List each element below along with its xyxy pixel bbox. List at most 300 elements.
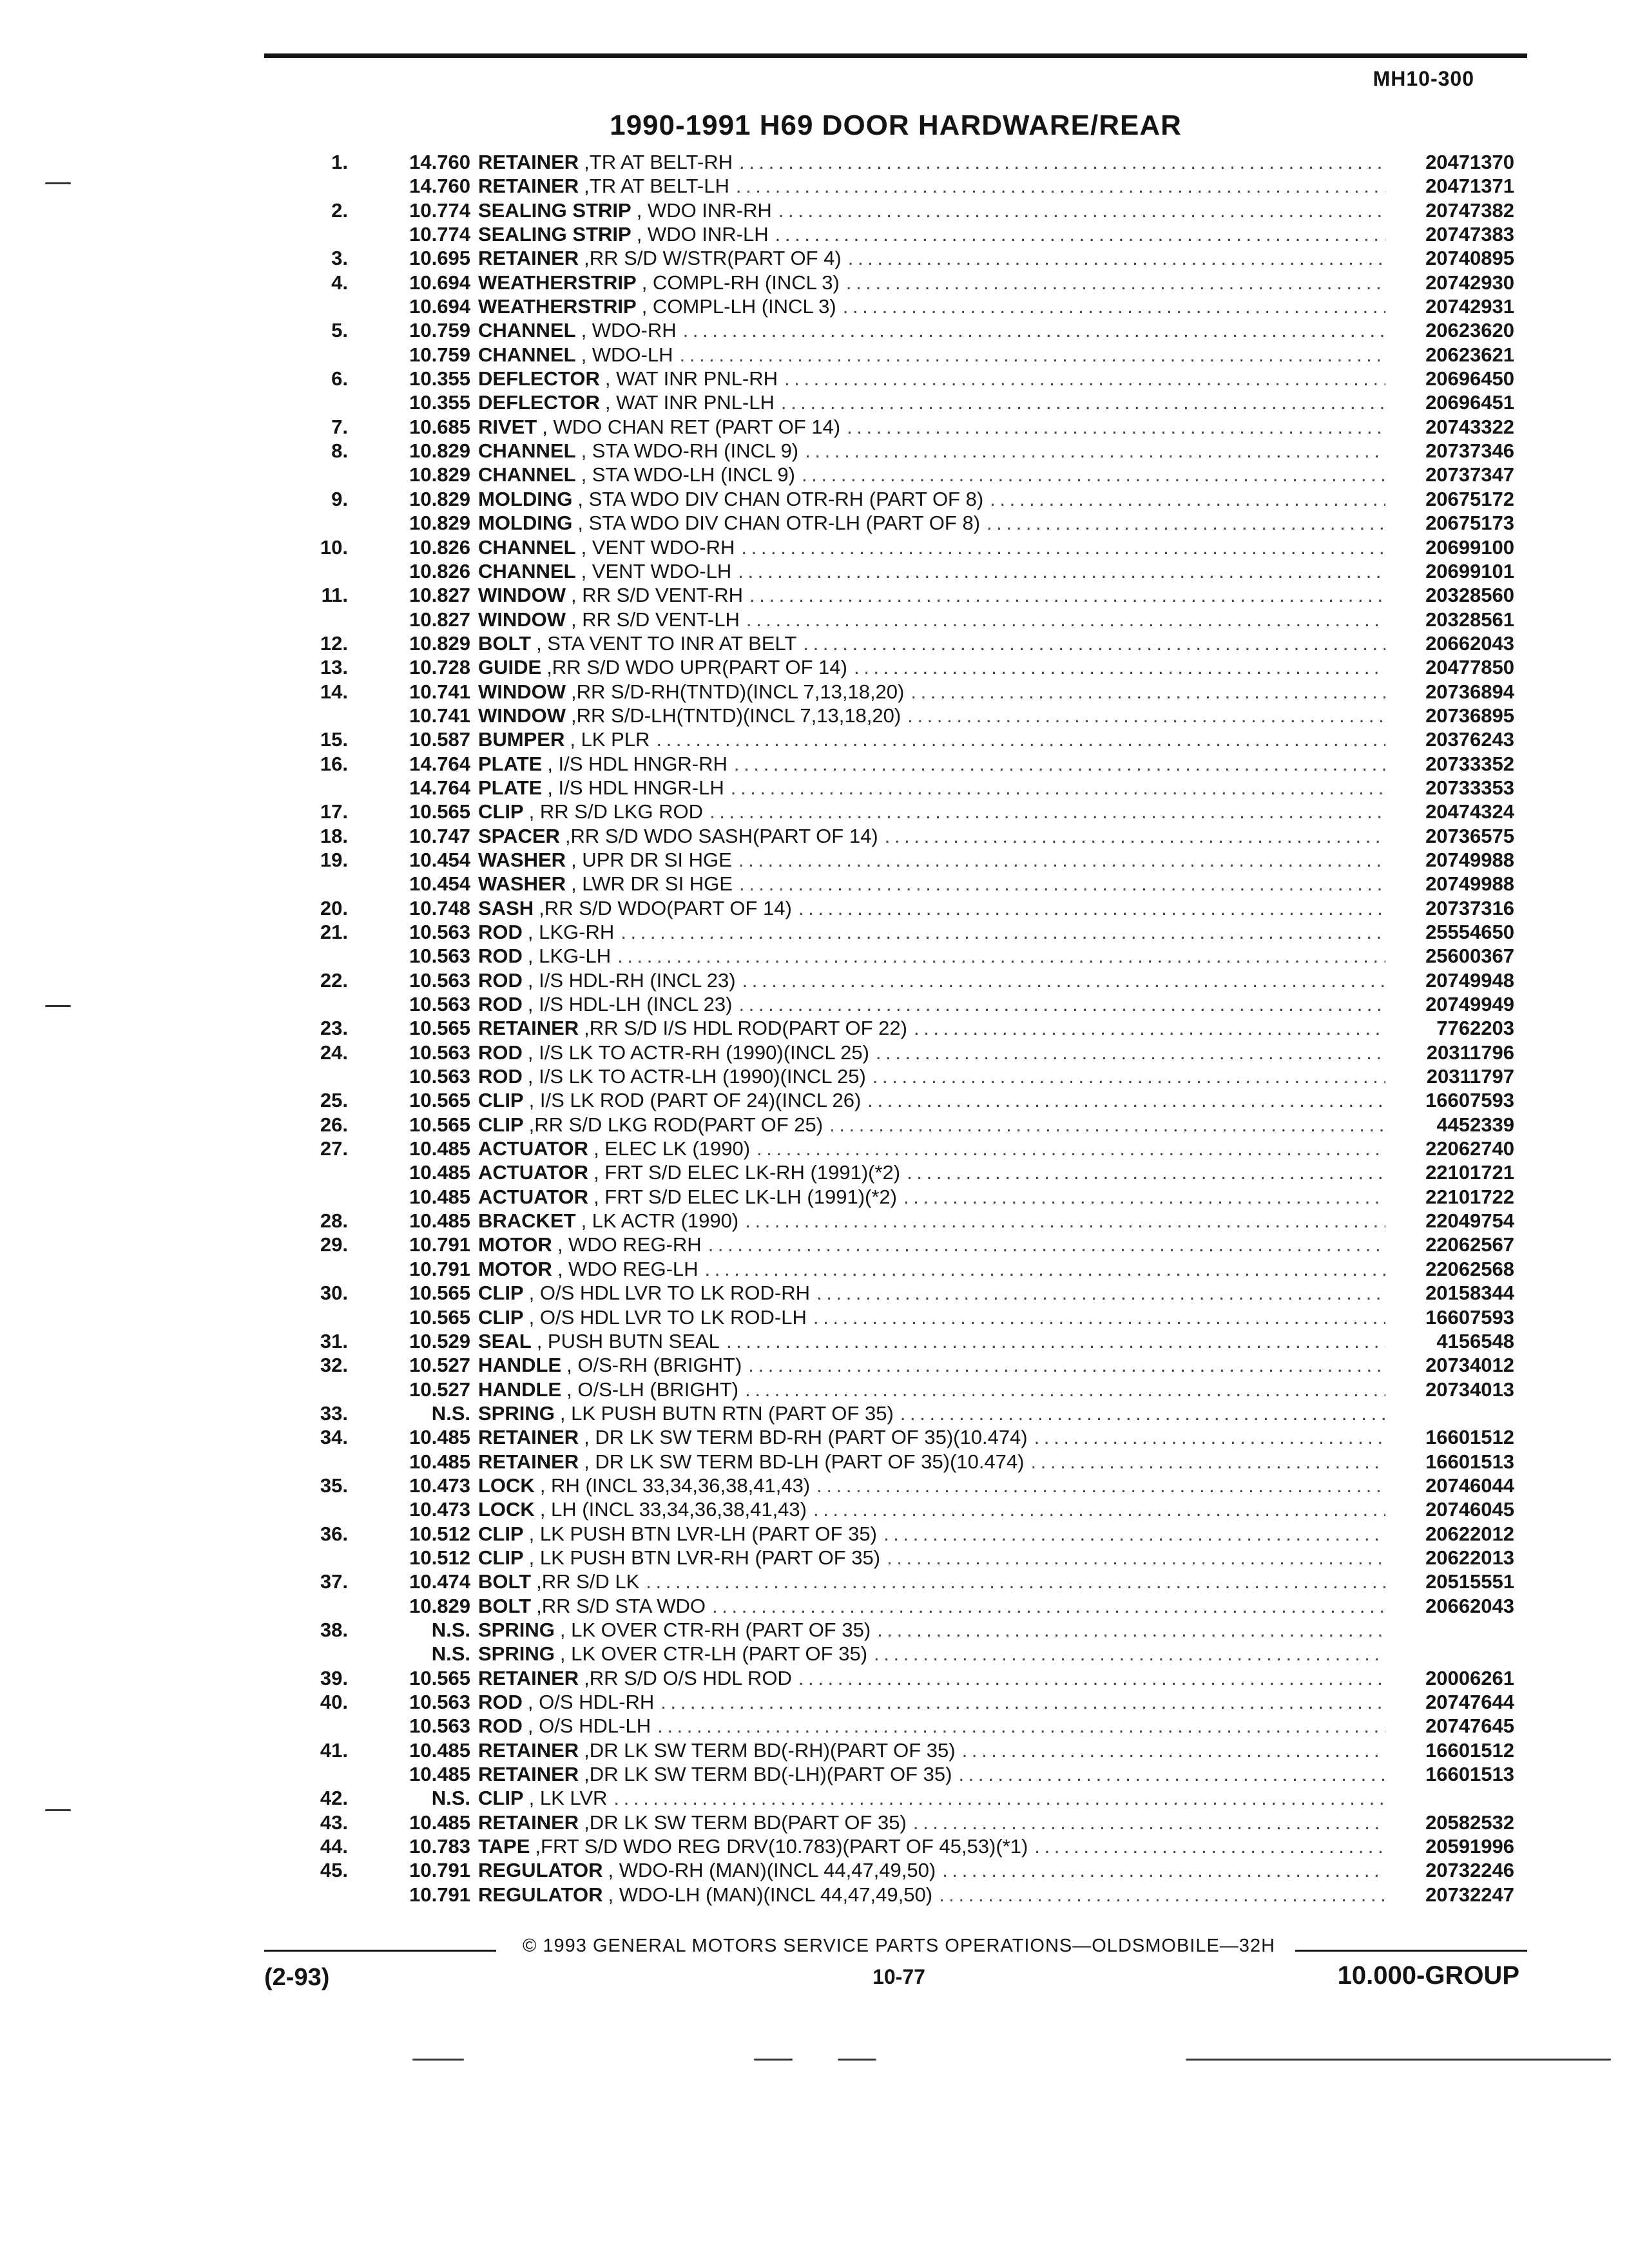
table-row [303, 1450, 1514, 1474]
group-number: 10.563 [409, 921, 470, 943]
part-description: , O/S HDL LVR TO LK ROD-RH [528, 1282, 811, 1305]
leader-dots [617, 944, 1385, 968]
part-description: ,DR LK SW TERM BD(PART OF 35) [584, 1811, 907, 1834]
table-row [303, 535, 1514, 559]
leader-dots [816, 1281, 1385, 1305]
table-row [303, 222, 1514, 246]
table-row [303, 1185, 1514, 1209]
part-name: ROD [478, 1691, 523, 1713]
part-number: 20742931 [1425, 295, 1514, 318]
item-number: 1. [331, 151, 348, 173]
page-number: 10-77 [872, 1965, 925, 1988]
leader-dots [874, 1642, 1385, 1666]
item-number: 38. [320, 1618, 348, 1641]
group-number: 10.827 [409, 608, 470, 631]
leader-dots [781, 390, 1385, 414]
part-description: , RR S/D LKG ROD [528, 800, 704, 823]
group-number: 10.791 [409, 1859, 470, 1882]
part-name: RETAINER [478, 1811, 579, 1834]
part-number: 16601513 [1425, 1450, 1514, 1473]
part-description: ,RR S/D O/S HDL ROD [584, 1666, 792, 1689]
part-number: 20733352 [1425, 752, 1514, 775]
group-number: 10.759 [409, 343, 470, 366]
part-description: ,RR S/D-RH(TNTD)(INCL 7,13,18,20) [571, 680, 905, 703]
margin-mark [45, 1809, 71, 1811]
leader-dots [775, 222, 1385, 246]
table-row [303, 1690, 1514, 1714]
leader-dots [738, 992, 1385, 1016]
margin-mark [45, 182, 71, 184]
part-description: , LH (INCL 33,34,36,38,41,43) [539, 1498, 807, 1521]
item-number: 21. [320, 921, 348, 943]
part-number: 20732247 [1425, 1883, 1514, 1906]
group-number: 10.485 [409, 1738, 470, 1762]
group-number: N.S. [431, 1401, 470, 1425]
part-number: 20328561 [1425, 608, 1514, 631]
group-number: 10.527 [409, 1354, 470, 1377]
part-name: ACTUATOR [478, 1161, 589, 1184]
table-row [303, 968, 1514, 992]
item-number: 9. [331, 487, 348, 510]
part-description: ,TR AT BELT-RH [584, 151, 733, 173]
leader-dots [657, 1714, 1385, 1738]
part-number: 20699100 [1425, 535, 1514, 559]
revision-date: (2-93) [264, 1964, 330, 1991]
group-number: 10.563 [409, 945, 470, 968]
group-number: 10.563 [409, 1065, 470, 1088]
item-number: 23. [320, 1017, 348, 1040]
table-row [303, 415, 1514, 439]
part-number: 20734012 [1425, 1354, 1514, 1377]
group-number: 10.563 [409, 968, 470, 992]
leader-dots [867, 1088, 1385, 1112]
part-name: SEAL [478, 1329, 532, 1352]
table-row [303, 343, 1514, 367]
margin-mark [45, 1005, 71, 1007]
part-name: MOLDING [478, 512, 573, 535]
table-row [303, 631, 1514, 655]
page-title: 1990-1991 H69 DOOR HARDWARE/REAR [610, 110, 1182, 141]
part-number: 20749948 [1425, 968, 1514, 992]
leader-dots [903, 1185, 1385, 1209]
table-row [303, 511, 1514, 535]
part-description: , LK OVER CTR-LH (PART OF 35) [559, 1642, 868, 1666]
leader-dots [829, 1113, 1385, 1137]
part-description: , STA VENT TO INR AT BELT [536, 631, 797, 655]
item-number: 28. [320, 1209, 348, 1233]
part-description: , ELEC LK (1990) [593, 1137, 751, 1160]
scan-mark [1186, 2059, 1611, 2061]
group-number: 14.764 [409, 776, 470, 799]
leader-dots [798, 1666, 1385, 1690]
part-number: 20747645 [1425, 1715, 1514, 1738]
group-number: 10.485 [409, 1426, 470, 1449]
part-name: GUIDE [478, 656, 542, 679]
item-number: 4. [331, 271, 348, 294]
part-number: 16607593 [1425, 1305, 1514, 1329]
part-name: PLATE [478, 752, 543, 775]
part-name: WASHER [478, 848, 566, 871]
part-number: 20622013 [1425, 1546, 1514, 1569]
group-number: 10.827 [409, 584, 470, 607]
part-number: 20736894 [1425, 680, 1514, 703]
part-description: , COMPL-RH (INCL 3) [641, 271, 840, 294]
part-name: WEATHERSTRIP [478, 271, 637, 294]
part-description: , WDO-LH [581, 343, 673, 366]
part-name: RETAINER [478, 1450, 579, 1473]
leader-dots [883, 1522, 1385, 1546]
part-description: , LK PLR [570, 728, 650, 751]
leader-dots [990, 487, 1385, 511]
part-description: , LK LVR [528, 1787, 608, 1810]
part-number: 20471370 [1425, 151, 1514, 173]
part-number: 22062740 [1425, 1137, 1514, 1160]
part-number: 16601512 [1425, 1426, 1514, 1449]
leader-dots [846, 271, 1385, 294]
part-number: 20734013 [1425, 1378, 1514, 1401]
part-name: SASH [478, 896, 534, 919]
part-number: 4156548 [1436, 1329, 1514, 1352]
group-number: 10.587 [409, 728, 470, 751]
group-number: 10.563 [409, 993, 470, 1016]
page-code: MH10-300 [1373, 67, 1474, 90]
part-description: , WDO INR-RH [636, 198, 772, 222]
part-name: CHANNEL [478, 535, 576, 559]
leader-dots [885, 824, 1385, 848]
leader-dots [745, 1209, 1385, 1233]
part-name: RETAINER [478, 175, 579, 198]
leader-dots [987, 511, 1385, 535]
part-name: CLIP [478, 800, 524, 823]
part-description: , O/S-RH (BRIGHT) [566, 1354, 742, 1377]
part-description: , WDO INR-LH [636, 223, 769, 246]
table-row [303, 1642, 1514, 1666]
table-row [303, 271, 1514, 294]
group-number: 10.565 [409, 1282, 470, 1305]
table-row [303, 896, 1514, 920]
table-row [303, 1522, 1514, 1546]
part-number: 20622012 [1425, 1522, 1514, 1545]
table-row [303, 1305, 1514, 1329]
scan-mark [754, 2059, 793, 2061]
group-label: 10.000-GROUP [1337, 1961, 1519, 1990]
leader-dots [742, 968, 1385, 992]
table-row [303, 1137, 1514, 1160]
part-number: 20158344 [1425, 1282, 1514, 1305]
part-description: , I/S HDL HNGR-LH [547, 776, 724, 799]
part-name: HANDLE [478, 1378, 562, 1401]
table-row [303, 1762, 1514, 1786]
part-name: CLIP [478, 1787, 524, 1810]
table-row [303, 800, 1514, 823]
leader-dots [854, 655, 1385, 679]
group-number: 10.512 [409, 1546, 470, 1569]
part-number: 7762203 [1436, 1017, 1514, 1040]
part-description: , LKG-LH [527, 945, 612, 968]
scan-mark [838, 2059, 876, 2061]
part-name: CLIP [478, 1546, 524, 1569]
part-name: RETAINER [478, 1017, 579, 1040]
part-number: 20736895 [1425, 704, 1514, 727]
leader-dots [749, 583, 1385, 607]
part-name: MOTOR [478, 1233, 552, 1256]
group-number: 10.759 [409, 319, 470, 342]
part-description: , I/S HDL-RH (INCL 23) [527, 968, 736, 992]
table-row [303, 174, 1514, 198]
part-name: MOTOR [478, 1257, 552, 1280]
group-number: 10.529 [409, 1329, 470, 1352]
leader-dots [848, 246, 1385, 270]
part-number: 20591996 [1425, 1835, 1514, 1858]
table-row [303, 704, 1514, 727]
leader-dots [887, 1546, 1385, 1570]
item-number: 11. [321, 584, 348, 607]
part-number: 22049754 [1425, 1209, 1514, 1233]
group-number: 10.791 [409, 1233, 470, 1256]
item-number: 24. [320, 1041, 348, 1064]
group-number: 10.563 [409, 1715, 470, 1738]
leader-dots [942, 1858, 1385, 1882]
leader-dots [705, 1257, 1385, 1281]
scan-mark [412, 2059, 464, 2061]
item-number: 10. [320, 535, 348, 559]
part-description: , I/S LK ROD (PART OF 24)(INCL 26) [528, 1089, 862, 1112]
table-row [303, 1064, 1514, 1088]
part-number: 4452339 [1436, 1113, 1514, 1136]
part-name: DEFLECTOR [478, 391, 600, 414]
table-row [303, 1113, 1514, 1137]
part-description: ,RR S/D I/S HDL ROD(PART OF 22) [584, 1017, 907, 1040]
part-description: ,RR S/D LK [536, 1570, 640, 1593]
group-number: 10.783 [409, 1835, 470, 1858]
part-name: WINDOW [478, 680, 566, 703]
part-description: , FRT S/D ELEC LK-RH (1991)(*2) [593, 1161, 901, 1184]
part-number: 20740895 [1425, 247, 1514, 270]
part-name: RIVET [478, 415, 537, 438]
table-row [303, 1594, 1514, 1618]
leader-dots [748, 1353, 1385, 1377]
part-name: CHANNEL [478, 343, 576, 366]
group-number: 10.791 [409, 1257, 470, 1280]
part-number: 25554650 [1425, 921, 1514, 943]
leader-dots [911, 680, 1385, 704]
part-description: ,FRT S/D WDO REG DRV(10.783)(PART OF 45,53)(*1) [535, 1835, 1028, 1858]
part-number: 20471371 [1425, 175, 1514, 198]
part-description: , I/S HDL HNGR-RH [547, 752, 728, 775]
part-number: 20737346 [1425, 439, 1514, 463]
part-name: TAPE [478, 1835, 530, 1858]
group-number: 10.565 [409, 1666, 470, 1689]
group-number: N.S. [431, 1787, 470, 1810]
group-number: 10.685 [409, 415, 470, 438]
item-number: 35. [320, 1474, 348, 1497]
item-number: 7. [331, 415, 348, 438]
part-description: , WDO CHAN RET (PART OF 14) [542, 415, 841, 438]
table-row [303, 583, 1514, 607]
part-description: ,RR S/D WDO SASH(PART OF 14) [564, 824, 878, 847]
part-number: 20699101 [1425, 559, 1514, 582]
leader-dots [745, 1378, 1385, 1401]
item-number: 44. [320, 1835, 348, 1858]
group-number: 10.485 [409, 1161, 470, 1184]
table-row [303, 246, 1514, 270]
leader-dots [738, 848, 1385, 872]
part-name: CLIP [478, 1305, 524, 1329]
item-number: 27. [320, 1137, 348, 1160]
group-number: 10.747 [409, 824, 470, 847]
part-description: , WDO REG-LH [557, 1257, 699, 1280]
part-name: CLIP [478, 1113, 524, 1136]
group-number: 10.829 [409, 487, 470, 510]
part-number: 22101722 [1425, 1185, 1514, 1208]
part-description: ,RR S/D W/STR(PART OF 4) [584, 247, 842, 270]
table-row [303, 1041, 1514, 1064]
leader-dots [1034, 1834, 1385, 1858]
table-row [303, 463, 1514, 486]
top-rule [264, 53, 1527, 58]
part-name: REGULATOR [478, 1883, 603, 1906]
item-number: 3. [331, 247, 348, 270]
part-number: 20746044 [1425, 1474, 1514, 1497]
part-number: 16601513 [1425, 1763, 1514, 1786]
item-number: 43. [320, 1811, 348, 1834]
part-name: BRACKET [478, 1209, 576, 1233]
part-description: , RR S/D VENT-LH [571, 608, 740, 631]
part-description: ,RR S/D-LH(TNTD)(INCL 7,13,18,20) [571, 704, 901, 727]
table-row [303, 1088, 1514, 1112]
leader-dots [613, 1786, 1385, 1810]
part-description: , STA WDO DIV CHAN OTR-RH (PART OF 8) [577, 487, 984, 510]
copyright-notice: © 1993 GENERAL MOTORS SERVICE PARTS OPERATIONS—OLDSMOBILE—32H [522, 1936, 1276, 1956]
table-row [303, 1570, 1514, 1593]
part-name: MOLDING [478, 487, 573, 510]
part-name: ROD [478, 1715, 523, 1738]
table-row [303, 1883, 1514, 1907]
leader-dots [805, 439, 1385, 463]
part-name: LOCK [478, 1474, 535, 1497]
item-number: 36. [320, 1522, 348, 1545]
part-description: , O/S HDL-RH [527, 1691, 655, 1713]
part-description: , LK PUSH BTN LVR-RH (PART OF 35) [528, 1546, 881, 1569]
part-name: CHANNEL [478, 559, 576, 582]
part-description: , WAT INR PNL-RH [604, 367, 778, 390]
part-number: 20662043 [1425, 1594, 1514, 1617]
table-row [303, 655, 1514, 679]
group-number: 10.565 [409, 1089, 470, 1112]
part-name: WINDOW [478, 584, 566, 607]
leader-dots [798, 896, 1385, 920]
part-description: , WAT INR PNL-LH [604, 391, 775, 414]
group-number: 10.741 [409, 704, 470, 727]
part-description: , LK PUSH BTN LVR-LH (PART OF 35) [528, 1522, 877, 1545]
part-number: 20749988 [1425, 848, 1514, 871]
item-number: 25. [320, 1089, 348, 1112]
table-row [303, 1329, 1514, 1353]
table-row [303, 680, 1514, 704]
part-name: BOLT [478, 1570, 532, 1593]
item-number: 33. [320, 1401, 348, 1425]
leader-dots [680, 343, 1386, 367]
part-name: RETAINER [478, 1763, 579, 1786]
table-row [303, 1786, 1514, 1810]
group-number: 10.563 [409, 1691, 470, 1713]
part-description: , PUSH BUTN SEAL [536, 1329, 720, 1352]
part-name: SPRING [478, 1642, 555, 1666]
table-row [303, 294, 1514, 318]
part-description: , O/S-LH (BRIGHT) [566, 1378, 739, 1401]
part-number: 20582532 [1425, 1811, 1514, 1834]
part-description: , RH (INCL 33,34,36,38,41,43) [539, 1474, 811, 1497]
leader-dots [939, 1883, 1385, 1907]
part-number: 20746045 [1425, 1498, 1514, 1521]
group-number: 10.527 [409, 1378, 470, 1401]
leader-dots [907, 704, 1385, 727]
part-description: , LK OVER CTR-RH (PART OF 35) [559, 1618, 871, 1641]
group-number: 10.474 [409, 1570, 470, 1593]
table-row [303, 1233, 1514, 1256]
leader-dots [847, 415, 1385, 439]
part-name: LOCK [478, 1498, 535, 1521]
leader-dots [734, 752, 1385, 776]
group-number: 10.485 [409, 1137, 470, 1160]
table-row [303, 1016, 1514, 1040]
leader-dots [778, 198, 1385, 222]
part-number: 20662043 [1425, 631, 1514, 655]
item-number: 8. [331, 439, 348, 463]
part-number: 20311797 [1426, 1065, 1514, 1088]
part-description: ,DR LK SW TERM BD(-RH)(PART OF 35) [584, 1738, 956, 1762]
group-number: 10.454 [409, 872, 470, 896]
part-number: 20474324 [1425, 800, 1514, 823]
group-number: 10.829 [409, 1594, 470, 1617]
table-row [303, 1738, 1514, 1762]
leader-dots [646, 1570, 1385, 1593]
item-number: 17. [320, 800, 348, 823]
group-number: 10.355 [409, 367, 470, 390]
part-number: 20623620 [1425, 319, 1514, 342]
part-name: ROD [478, 921, 523, 943]
leader-dots [813, 1497, 1385, 1521]
table-row [303, 1209, 1514, 1233]
part-name: ACTUATOR [478, 1137, 589, 1160]
part-number: 20515551 [1425, 1570, 1514, 1593]
part-description: ,DR LK SW TERM BD(-LH)(PART OF 35) [584, 1763, 952, 1786]
table-row [303, 318, 1514, 342]
group-number: 10.565 [409, 1017, 470, 1040]
item-number: 20. [320, 896, 348, 919]
part-name: ROD [478, 1065, 523, 1088]
part-description: , DR LK SW TERM BD-RH (PART OF 35)(10.474) [584, 1426, 1028, 1449]
part-number: 22101721 [1425, 1161, 1514, 1184]
table-row [303, 1474, 1514, 1497]
part-name: RETAINER [478, 1666, 579, 1689]
group-number: 10.829 [409, 463, 470, 486]
table-row [303, 439, 1514, 463]
part-number: 20732246 [1425, 1859, 1514, 1882]
part-number: 20743322 [1425, 415, 1514, 438]
item-number: 12. [320, 631, 348, 655]
part-description: , VENT WDO-RH [581, 535, 735, 559]
group-number: 10.695 [409, 247, 470, 270]
part-number: 22062568 [1425, 1257, 1514, 1280]
table-row [303, 776, 1514, 800]
leader-dots [739, 150, 1385, 174]
leader-dots [877, 1618, 1385, 1642]
part-number: 20376243 [1425, 728, 1514, 751]
group-number: 14.760 [409, 151, 470, 173]
part-name: ROD [478, 968, 523, 992]
item-number: 19. [320, 848, 348, 871]
